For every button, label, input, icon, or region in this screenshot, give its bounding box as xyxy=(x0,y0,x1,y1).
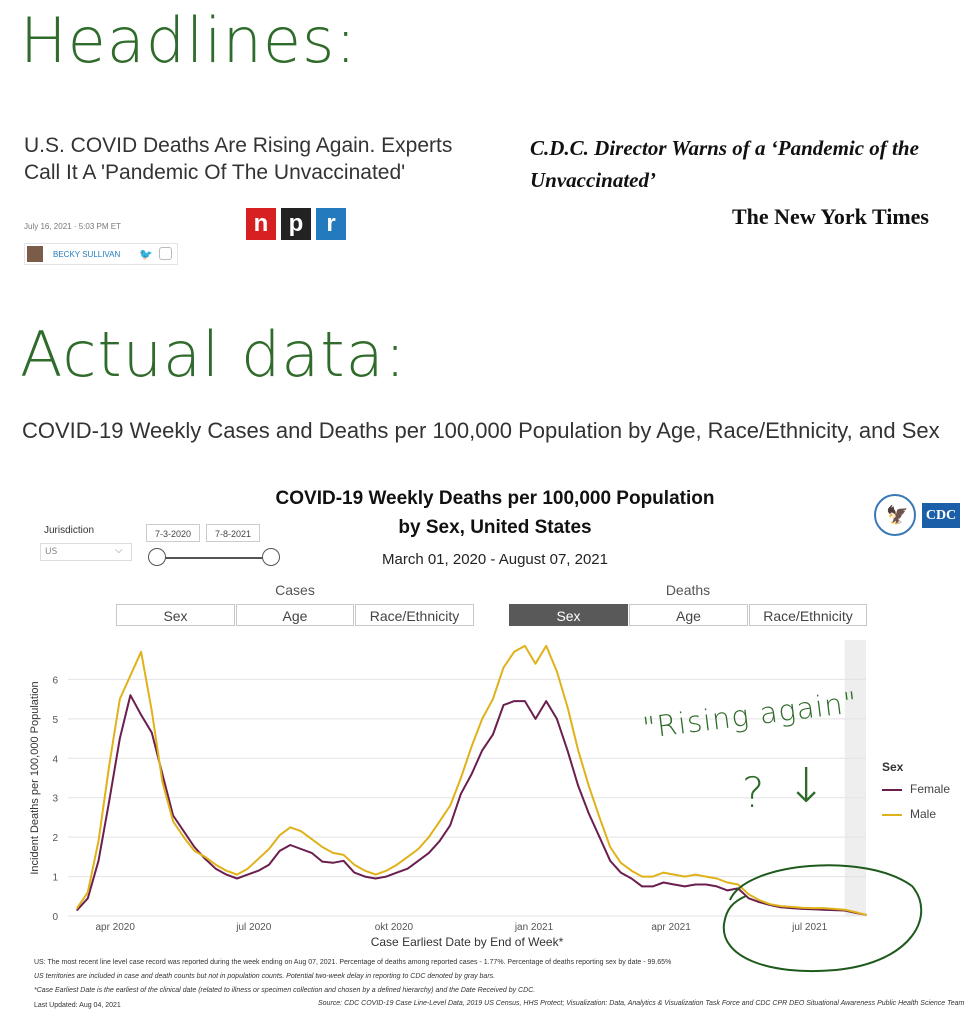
data-point-female xyxy=(364,876,366,878)
data-point-female xyxy=(247,874,249,876)
twitter-icon[interactable]: 🐦 xyxy=(139,248,153,261)
last-updated: Last Updated: Aug 04, 2021 xyxy=(34,1002,121,1009)
data-point-male xyxy=(567,706,569,708)
deaths-race-button[interactable]: Race/Ethnicity xyxy=(749,604,867,626)
data-point-male xyxy=(663,872,665,874)
section-title: COVID-19 Weekly Cases and Deaths per 100,000 Population by Age, Race/Ethnicity, and Sex xyxy=(22,418,940,443)
data-point-female xyxy=(343,860,345,862)
deaths-sex-button[interactable]: Sex xyxy=(509,604,628,626)
data-point-male xyxy=(439,821,441,823)
source-note: Source: CDC COVID-19 Case Line-Level Data, 2019 US Census, HHS Protect; Visualization: Data, Analytics & Visualization Task Force and CDC CPR DEO Situational Awareness Public Health Science Team xyxy=(318,1000,965,1007)
data-point-female xyxy=(641,886,643,888)
data-point-male xyxy=(705,876,707,878)
data-point-male xyxy=(471,746,473,748)
data-point-female xyxy=(215,868,217,870)
date-slider-start-handle[interactable] xyxy=(148,548,166,566)
cases-race-button[interactable]: Race/Ethnicity xyxy=(355,604,474,626)
data-point-male xyxy=(300,830,302,832)
data-point-male xyxy=(130,675,132,677)
data-point-male xyxy=(385,870,387,872)
data-point-male xyxy=(87,892,89,894)
data-point-male xyxy=(620,862,622,864)
data-point-female xyxy=(567,750,569,752)
data-point-male xyxy=(375,874,377,876)
data-point-male xyxy=(108,765,110,767)
x-tick-label: okt 2020 xyxy=(374,922,414,933)
data-point-male xyxy=(290,826,292,828)
jurisdiction-value: US xyxy=(45,547,58,557)
data-point-male xyxy=(322,846,324,848)
cases-group-label: Cases xyxy=(275,582,315,598)
y-tick-label: 2 xyxy=(52,833,58,845)
data-point-female xyxy=(535,718,537,720)
data-point-female xyxy=(503,704,505,706)
data-point-female xyxy=(577,785,579,787)
data-point-female xyxy=(98,860,100,862)
data-point-female xyxy=(471,773,473,775)
chart-date-range: March 01, 2020 - August 07, 2021 xyxy=(382,551,608,568)
date-slider-track[interactable] xyxy=(158,557,270,559)
y-tick-label: 3 xyxy=(52,793,58,805)
chart-title-line2: by Sex, United States xyxy=(398,517,592,538)
data-point-female xyxy=(417,860,419,862)
data-point-male xyxy=(503,667,505,669)
x-tick-label: jul 2020 xyxy=(236,922,272,933)
data-point-female xyxy=(556,718,558,720)
legend-swatch-male xyxy=(882,814,902,816)
down-arrow-annotation: ↓ xyxy=(786,758,828,814)
data-point-female xyxy=(268,864,270,866)
data-point-female xyxy=(76,909,78,911)
y-axis-title: Incident Deaths per 100,000 Population xyxy=(29,681,41,875)
y-tick-label: 0 xyxy=(52,912,58,923)
question-mark-annotation: ? xyxy=(742,768,766,817)
data-point-female xyxy=(695,884,697,886)
data-point-male xyxy=(695,874,697,876)
data-point-female xyxy=(673,884,675,886)
cases-age-button[interactable]: Age xyxy=(236,604,354,626)
npr-byline xyxy=(24,243,178,265)
data-point-female xyxy=(140,714,142,716)
data-point-female xyxy=(620,872,622,874)
deaths-age-button[interactable]: Age xyxy=(629,604,748,626)
legend-swatch-female xyxy=(882,789,902,791)
data-point-male xyxy=(460,777,462,779)
data-point-female xyxy=(322,861,324,863)
date-to-input[interactable]: 7-8-2021 xyxy=(206,524,260,542)
data-point-female xyxy=(375,878,377,880)
data-point-male xyxy=(524,645,526,647)
deaths-group-label: Deaths xyxy=(665,582,711,598)
data-point-female xyxy=(492,734,494,736)
data-point-male xyxy=(556,671,558,673)
data-point-female xyxy=(652,886,654,888)
data-point-male xyxy=(417,848,419,850)
author-avatar xyxy=(27,246,43,262)
data-point-male xyxy=(279,834,281,836)
y-tick-label: 5 xyxy=(52,714,58,726)
data-point-male xyxy=(396,864,398,866)
footnote-2: US territories are included in case and death counts but not in population counts. Potential two-week delay in reporting to CDC denoted by gray bars. xyxy=(34,973,496,980)
data-point-female xyxy=(428,852,430,854)
data-point-female xyxy=(439,840,441,842)
data-point-female xyxy=(663,882,665,884)
data-point-male xyxy=(535,663,537,665)
npr-logo-p: p xyxy=(281,208,311,240)
npr-logo-r: r xyxy=(316,208,346,240)
x-axis-title: Case Earliest Date by End of Week* xyxy=(370,935,564,949)
data-point-female xyxy=(385,876,387,878)
author-name[interactable]: BECKY SULLIVAN xyxy=(53,250,121,259)
data-point-male xyxy=(98,840,100,842)
footnote-3: *Case Earliest Date is the earliest of the clinical date (related to illness or specimen collection and chosen by a defined hierarchy) and the Date Received by CDC. xyxy=(34,987,536,994)
instagram-icon[interactable] xyxy=(159,247,172,260)
date-from-input[interactable]: 7-3-2020 xyxy=(146,524,200,542)
chevron-down-icon: ⌵ xyxy=(115,545,123,556)
npr-date: July 16, 2021 · 5:03 PM ET xyxy=(24,222,121,231)
data-point-female xyxy=(407,868,409,870)
data-point-female xyxy=(599,836,601,838)
data-point-female xyxy=(258,870,260,872)
data-point-female xyxy=(300,848,302,850)
chart-title: COVID-19 Weekly Deaths per 100,000 Population xyxy=(275,488,715,509)
data-point-male xyxy=(492,698,494,700)
data-point-male xyxy=(609,846,611,848)
data-point-male xyxy=(513,651,515,653)
data-point-female xyxy=(108,801,110,803)
data-point-male xyxy=(151,710,153,712)
data-point-female xyxy=(513,700,515,702)
data-point-male xyxy=(76,907,78,909)
data-point-female xyxy=(684,886,686,888)
data-point-female xyxy=(236,878,238,880)
data-point-female xyxy=(87,897,89,899)
data-point-male xyxy=(641,876,643,878)
data-point-female xyxy=(705,884,707,886)
legend-label-male: Male xyxy=(910,807,937,821)
hhs-eagle-icon: 🦅 xyxy=(874,494,916,536)
data-point-female xyxy=(481,750,483,752)
x-tick-label: apr 2021 xyxy=(651,922,691,933)
data-point-female xyxy=(524,700,526,702)
cdc-logo: CDC xyxy=(922,503,960,528)
data-point-male xyxy=(247,868,249,870)
y-tick-label: 4 xyxy=(52,754,58,766)
data-point-male xyxy=(236,874,238,876)
data-point-male xyxy=(449,805,451,807)
data-point-female xyxy=(449,825,451,827)
x-tick-label: jan 2021 xyxy=(514,922,554,933)
data-point-male xyxy=(588,785,590,787)
data-point-female xyxy=(226,874,228,876)
nyt-headline[interactable]: C.D.C. Director Warns of a ‘Pandemic of the Unvaccinated’ xyxy=(530,136,919,192)
data-point-male xyxy=(354,864,356,866)
data-point-male xyxy=(407,856,409,858)
data-point-male xyxy=(258,858,260,860)
data-point-male xyxy=(481,718,483,720)
legend-label-female: Female xyxy=(910,782,951,796)
data-point-male xyxy=(673,874,675,876)
data-point-male xyxy=(332,852,334,854)
nyt-logo: The New York Times xyxy=(732,204,929,229)
data-point-male xyxy=(172,821,174,823)
npr-logo xyxy=(246,208,346,240)
data-point-female xyxy=(311,852,313,854)
data-point-male xyxy=(631,870,633,872)
legend-title: Sex xyxy=(882,760,904,774)
x-tick-label: apr 2020 xyxy=(95,922,135,933)
data-point-female xyxy=(609,860,611,862)
data-point-female xyxy=(279,850,281,852)
data-point-female xyxy=(194,846,196,848)
data-point-female xyxy=(119,738,121,740)
data-point-female xyxy=(332,862,334,864)
data-point-male xyxy=(577,750,579,752)
date-slider-end-handle[interactable] xyxy=(262,548,280,566)
jurisdiction-label: Jurisdiction xyxy=(44,525,95,536)
npr-logo-n: n xyxy=(246,208,276,240)
y-tick-label: 1 xyxy=(52,872,58,884)
data-point-female xyxy=(183,830,185,832)
data-point-male xyxy=(428,836,430,838)
cases-sex-button[interactable]: Sex xyxy=(116,604,235,626)
data-point-male xyxy=(215,864,217,866)
data-point-male xyxy=(162,781,164,783)
data-point-female xyxy=(290,844,292,846)
data-point-male xyxy=(545,645,547,647)
actual-data-annotation: Actual data: xyxy=(20,318,407,391)
data-point-male xyxy=(140,651,142,653)
x-tick-label: jul 2021 xyxy=(792,922,828,933)
data-point-male xyxy=(268,848,270,850)
data-point-female xyxy=(396,872,398,874)
data-point-male xyxy=(204,856,206,858)
data-point-female xyxy=(588,813,590,815)
data-point-male xyxy=(684,876,686,878)
data-point-female xyxy=(130,694,132,696)
npr-headline[interactable]: U.S. COVID Deaths Are Rising Again. Experts Call It A 'Pandemic Of The Unvaccinated' xyxy=(24,134,453,184)
data-point-female xyxy=(354,872,356,874)
y-tick-label: 6 xyxy=(52,675,58,687)
data-point-female xyxy=(631,878,633,880)
data-point-female xyxy=(460,793,462,795)
data-point-male xyxy=(183,836,185,838)
data-point-male xyxy=(119,698,121,700)
headlines-annotation: Headlines: xyxy=(20,4,358,77)
footnote-1: US: The most recent line level case record was reported during the week ending on Aug 07, 2021. Percentage of deaths among reported cases - 1.77%. Percentage of deaths reporting sex by date - 99.65% xyxy=(34,959,672,966)
data-point-male xyxy=(599,817,601,819)
data-point-male xyxy=(652,876,654,878)
data-point-female xyxy=(151,732,153,734)
data-point-female xyxy=(545,700,547,702)
data-point-male xyxy=(194,850,196,852)
data-point-male xyxy=(226,870,228,872)
data-point-male xyxy=(364,870,366,872)
rising-again-annotation: "Rising again" xyxy=(640,684,860,746)
data-point-male xyxy=(343,854,345,856)
data-point-male xyxy=(311,838,313,840)
jurisdiction-select[interactable] xyxy=(40,543,132,561)
